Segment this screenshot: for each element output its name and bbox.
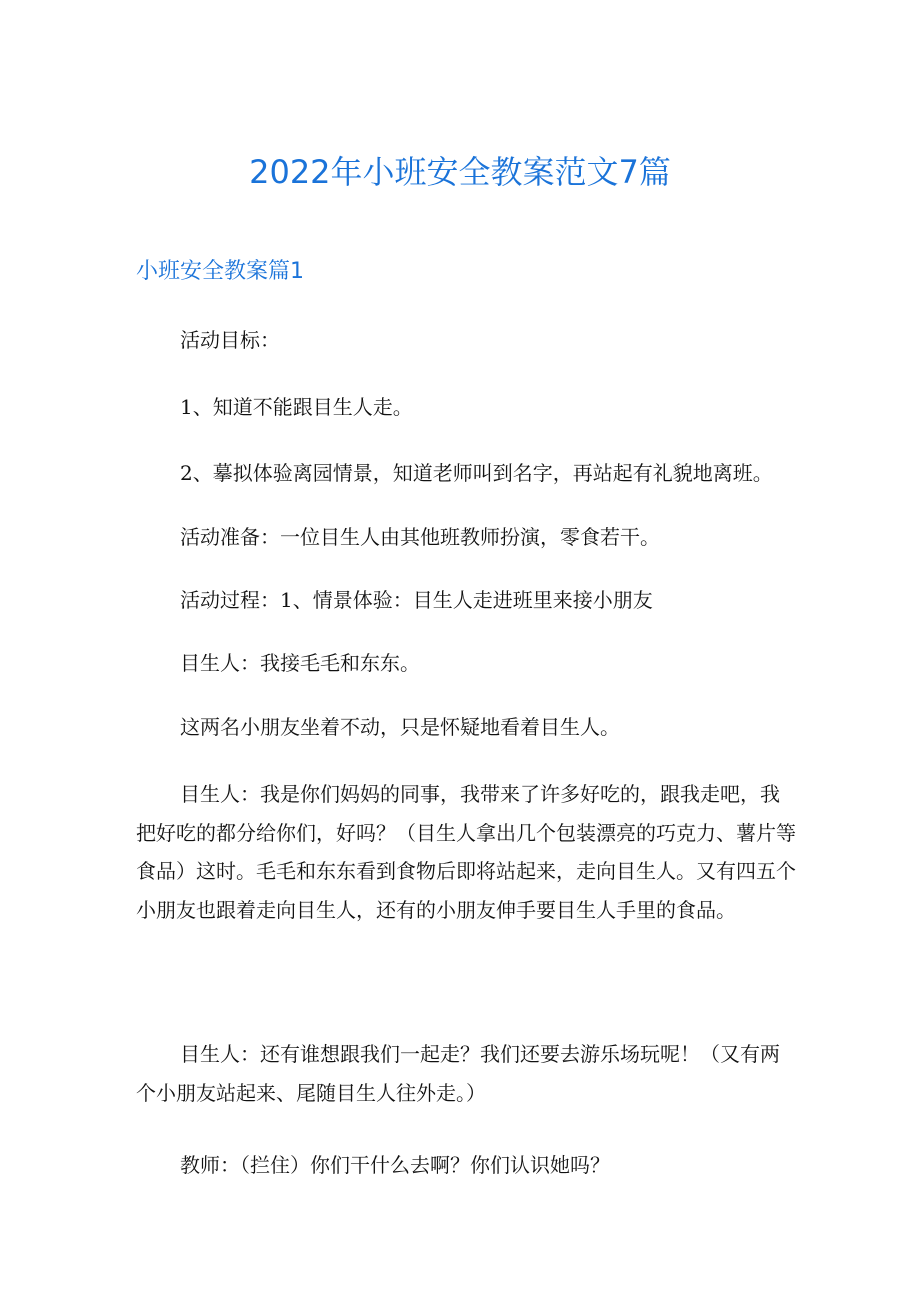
paragraph-stranger-line: 目生人：我接毛毛和东东。 [180,651,420,675]
paragraph-preparation: 活动准备：一位目生人由其他班教师扮演，零食若干。 [180,525,660,549]
section-heading: 小班安全教案篇1 [136,259,304,284]
paragraph-children-reaction: 这两名小朋友坐着不动，只是怀疑地看着目生人。 [180,715,620,739]
paragraph-goal-1: 1、知道不能跟目生人走。 [180,395,413,419]
paragraph-activity-goals: 活动目标： [180,328,280,352]
paragraph-stranger-invite: 目生人：还有谁想跟我们一起走？我们还要去游乐场玩呢！（又有两个小朋友站起来、尾随目生人往外走。） [136,1042,780,1105]
paragraph-process: 活动过程：1、情景体验：目生人走进班里来接小朋友 [180,588,653,612]
paragraph-stranger-offer: 目生人：我是你们妈妈的同事，我带来了许多好吃的，跟我走吧，我把好吃的都分给你们，好吗？（目生人拿出几个包装漂亮的巧克力、薯片等食品）这时。毛毛和东东看到食物后即将站起来，走向目生人。又有四五个小朋友也跟着走向目生人，还有的小朋友伸手要目生人手里的食品。 [136,782,796,922]
paragraph-goal-2: 2、摹拟体验离园情景，知道老师叫到名字，再站起有礼貌地离班。 [180,461,773,485]
document-title: 2022年小班安全教案范文7篇 [249,153,671,191]
paragraph-teacher-question: 教师：（拦住）你们干什么去啊？你们认识她吗？ [180,1153,610,1177]
